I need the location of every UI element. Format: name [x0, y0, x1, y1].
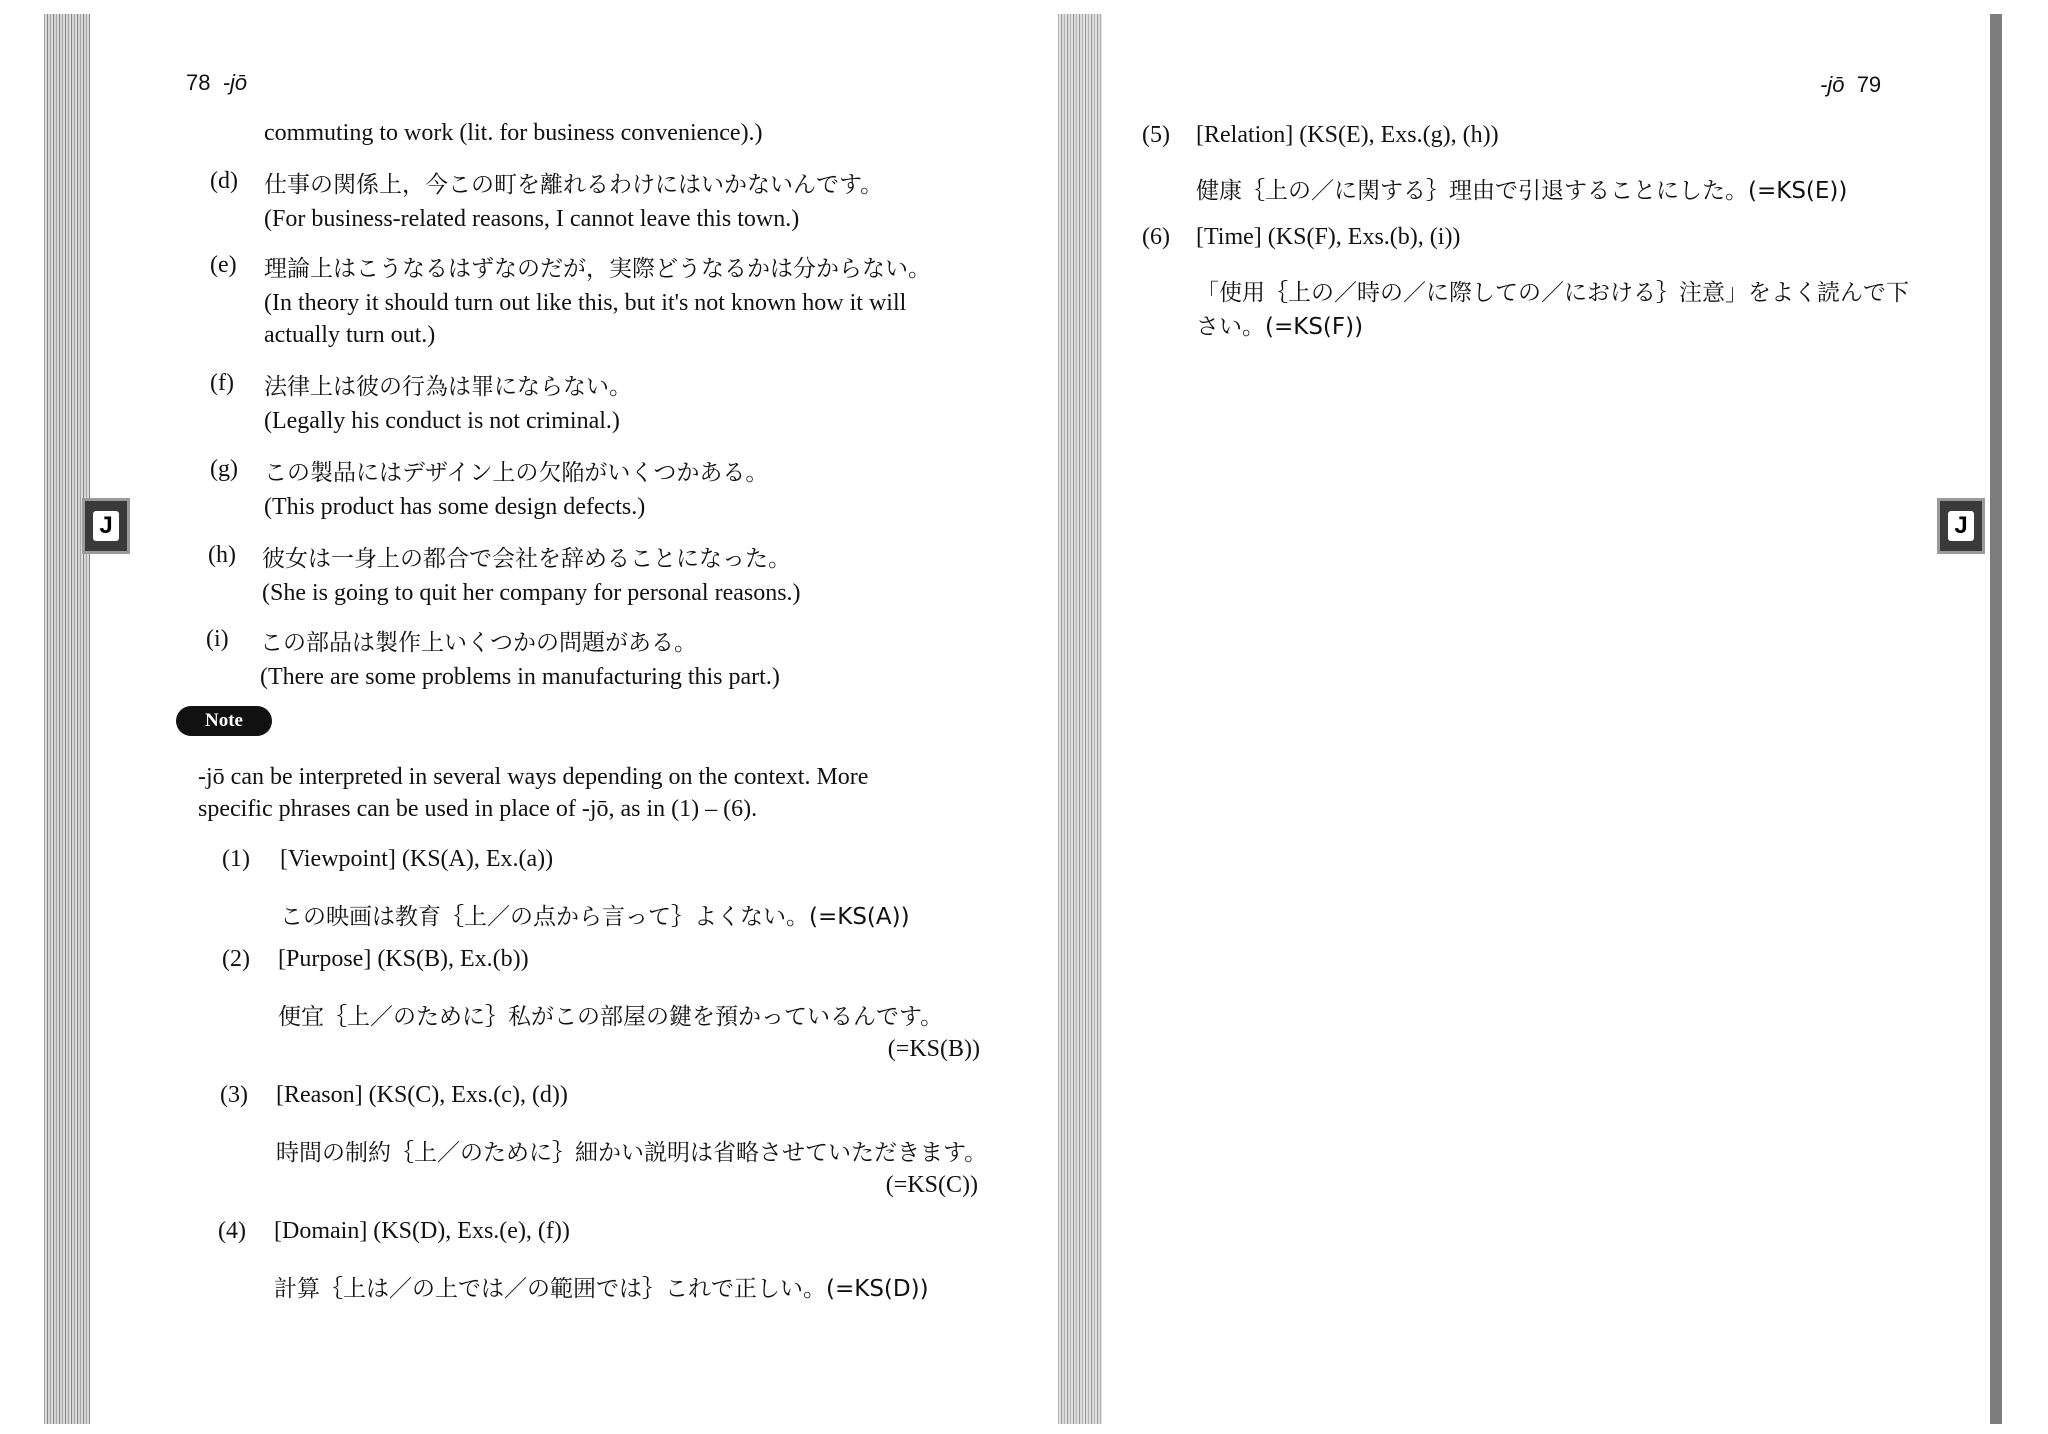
example-label: (i) — [206, 626, 229, 652]
item-jp: 便宜｛上／のために｝私がこの部屋の鍵を預かっているんです。 — [278, 1004, 944, 1030]
example-en: (Legally his conduct is not criminal.) — [264, 408, 620, 434]
example-label: (f) — [210, 370, 234, 396]
example-jp: 彼女は一身上の都合で会社を辞めることになった。 — [262, 546, 791, 572]
example-jp: 法律上は彼の行為は罪にならない。 — [264, 374, 632, 400]
left-page-term: -jō — [222, 70, 248, 95]
item-number: (4) — [218, 1218, 246, 1244]
example-en: (In theory it should turn out like this, but it's not known how it will — [264, 290, 907, 316]
item-jp: 健康｛上の／に関する｝理由で引退することにした。(=KS(E)) — [1196, 178, 1848, 204]
item-jp: 「使用｛上の／時の／に際しての／における｝注意」をよく読んで下 — [1196, 280, 1909, 306]
section-tab-j-right: J — [1937, 498, 1985, 554]
item-jp: 計算｛上は／の上では／の範囲では｝これで正しい。(=KS(D)) — [274, 1276, 929, 1302]
item-title: [Relation] (KS(E), Exs.(g), (h)) — [1196, 122, 1499, 148]
example-jp: 理論上はこうなるはずなのだが，実際どうなるかは分からない。 — [264, 256, 931, 282]
example-jp: この部品は製作上いくつかの問題がある。 — [260, 630, 697, 656]
item-jp: この映画は教育｛上／の点から言って｝よくない。(=KS(A)) — [280, 904, 910, 930]
example-jp: この製品にはデザイン上の欠陥がいくつかある。 — [264, 460, 769, 486]
item-jp: さい。(=KS(F)) — [1196, 314, 1364, 340]
example-en: actually turn out.) — [264, 322, 436, 348]
example-label: (d) — [210, 168, 238, 194]
example-en: (For business-related reasons, I cannot leave this town.) — [264, 206, 800, 232]
example-en: (She is going to quit her company for personal reasons.) — [262, 580, 801, 606]
right-page-term: -jō — [1820, 72, 1845, 97]
left-page-number: 78 — [186, 70, 211, 95]
item-number: (5) — [1142, 122, 1170, 148]
item-number: (3) — [220, 1082, 248, 1108]
item-number: (2) — [222, 946, 250, 972]
note-badge: Note — [176, 706, 272, 736]
item-number: (1) — [222, 846, 250, 872]
item-title: [Purpose] (KS(B), Ex.(b)) — [278, 946, 529, 972]
example-label: (e) — [210, 252, 237, 278]
note-text-line: -jō can be interpreted in several ways depending on the context. More — [198, 764, 869, 790]
left-page-header — [186, 70, 247, 96]
item-title: [Viewpoint] (KS(A), Ex.(a)) — [280, 846, 554, 872]
item-ref: (=KS(B)) — [887, 1036, 980, 1062]
item-title: [Domain] (KS(D), Exs.(e), (f)) — [274, 1218, 570, 1244]
item-jp: 時間の制約｛上／のために｝細かい説明は省略させていただきます。 — [276, 1140, 988, 1166]
right-page-number: 79 — [1856, 72, 1882, 97]
item-title: [Time] (KS(F), Exs.(b), (i)) — [1196, 224, 1461, 250]
example-en: (There are some problems in manufacturing this part.) — [260, 664, 780, 690]
continuation-text: commuting to work (lit. for business convenience).) — [264, 120, 763, 146]
note-text-line: specific phrases can be used in place of -jō, as in (1) – (6). — [198, 796, 758, 822]
section-tab-j-left: J — [82, 498, 130, 554]
right-page — [1060, 0, 2048, 1434]
example-label: (h) — [208, 542, 236, 568]
item-title: [Reason] (KS(C), Exs.(c), (d)) — [276, 1082, 568, 1108]
right-page-header — [1820, 72, 1881, 98]
item-number: (6) — [1142, 224, 1170, 250]
example-en: (This product has some design defects.) — [264, 494, 646, 520]
example-label: (g) — [210, 456, 238, 482]
item-ref: (=KS(C)) — [885, 1172, 978, 1198]
example-jp: 仕事の関係上，今この町を離れるわけにはいかないんです。 — [264, 172, 884, 198]
